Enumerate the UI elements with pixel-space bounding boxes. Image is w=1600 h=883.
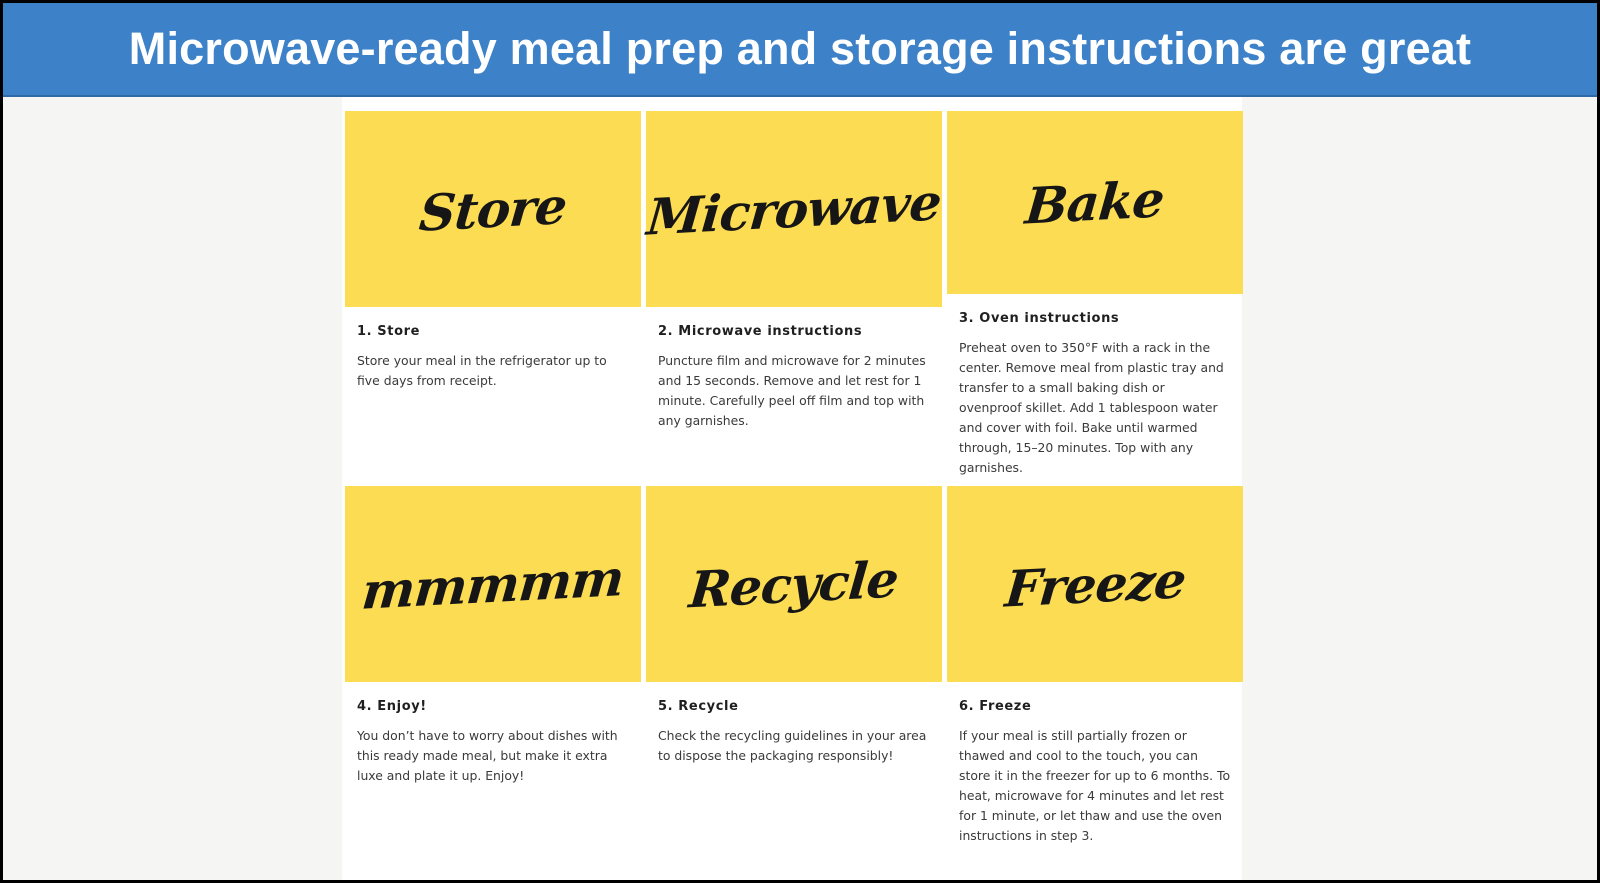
card-body xyxy=(947,294,1243,478)
instruction-card-recycle xyxy=(646,486,942,853)
card-title: 3. Oven instructions xyxy=(959,311,1120,326)
banner-title: Microwave-ready meal prep and storage instructions are great xyxy=(128,23,1472,74)
card-image-enjoy xyxy=(345,486,641,682)
instructions-page xyxy=(342,97,1242,883)
card-title: 1. Store xyxy=(357,324,421,339)
instruction-card-enjoy xyxy=(345,486,641,853)
card-image-store xyxy=(345,111,641,307)
card-image-bake xyxy=(947,111,1243,294)
card-text: Store your meal in the refrigerator up to five days from receipt. xyxy=(357,353,607,388)
card-script-word: mmmmm xyxy=(359,547,627,621)
card-body xyxy=(345,682,641,786)
card-title: 5. Recycle xyxy=(658,699,739,714)
card-body xyxy=(345,307,641,391)
card-script-word: Store xyxy=(417,175,569,243)
card-script-word: Microwave xyxy=(644,171,944,247)
card-text: You don’t have to worry about dishes with this ready made meal, but make it extra luxe and plate it up. Enjoy! xyxy=(357,728,618,783)
card-title: 4. Enjoy! xyxy=(357,699,427,714)
instruction-card-microwave xyxy=(646,111,942,478)
card-image-recycle xyxy=(646,486,942,682)
card-script-word: Freeze xyxy=(1002,549,1188,619)
card-title: 6. Freeze xyxy=(959,699,1032,714)
card-text: Check the recycling guidelines in your area to dispose the packaging responsibly! xyxy=(658,728,927,763)
card-text: Preheat oven to 350°F with a rack in the center. Remove meal from plastic tray and transfer to a small baking dish or ovenproof skillet. Add 1 tablespoon water and cover with foil. Bake until warmed through, 15–20 minutes. Top with any garnishes. xyxy=(959,340,1224,475)
caption-banner xyxy=(3,3,1597,97)
card-body xyxy=(646,682,942,766)
card-body xyxy=(947,682,1243,846)
instruction-card-bake xyxy=(947,111,1243,478)
card-body xyxy=(646,307,942,431)
instructions-grid xyxy=(345,111,1243,853)
card-text: If your meal is still partially frozen or thawed and cool to the touch, you can store it in the freezer for up to 6 months. To heat, microwave for 4 minutes and let rest for 1 minute, or let thaw and use the oven instructions in step 3. xyxy=(959,728,1231,843)
card-script-word: Bake xyxy=(1023,169,1167,236)
card-title: 2. Microwave instructions xyxy=(658,324,863,339)
card-image-freeze xyxy=(947,486,1243,682)
card-script-word: Recycle xyxy=(687,549,901,619)
card-image-microwave xyxy=(646,111,942,307)
instruction-card-store xyxy=(345,111,641,478)
instruction-card-freeze xyxy=(947,486,1243,853)
card-text: Puncture film and microwave for 2 minutes and 15 seconds. Remove and let rest for 1 minute. Carefully peel off film and top with any garnishes. xyxy=(658,353,926,428)
